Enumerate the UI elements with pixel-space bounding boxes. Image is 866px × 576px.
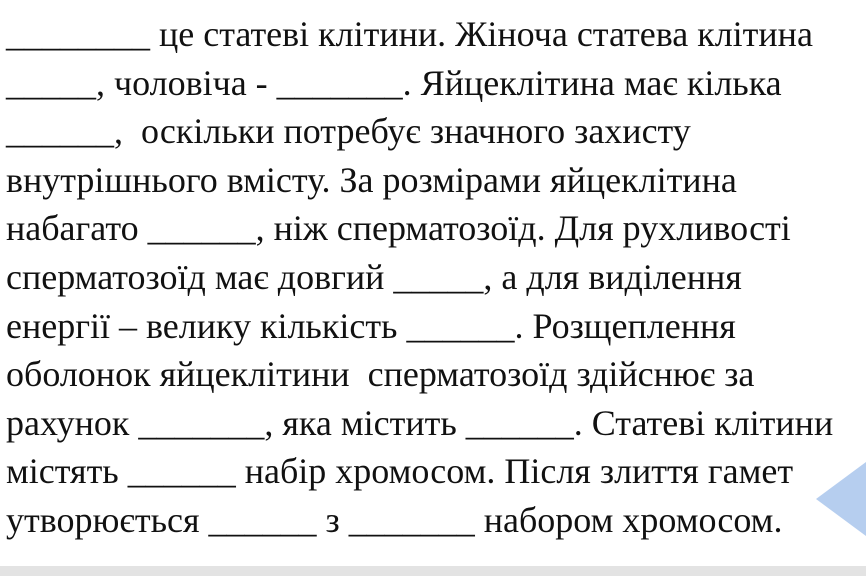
- text-line-4: внутрішнього вмісту. За розмірами яйцеклітина: [6, 159, 737, 200]
- text-line-9: рахунок _______, яка містить ______. Статеві клітини: [6, 402, 834, 443]
- text-line-10: містять ______ набір хромосом. Після злиття гамет: [6, 451, 794, 492]
- text-line-11: утворюється ______ з _______ набором хромосом.: [6, 499, 783, 540]
- text-line-1: ________ це статеві клітини. Жіноча статева клітина: [6, 14, 813, 54]
- text-line-7: енергії – велику кількість ______. Розщеплення: [6, 305, 736, 346]
- text-line-5: набагато ______, ніж сперматозоїд. Для рухливості: [6, 208, 791, 249]
- text-line-3: ______, оскільки потребує значного захисту: [6, 111, 691, 152]
- decorative-arrow-icon: [812, 462, 866, 536]
- text-line-2: _____, чоловіча - _______. Яйцеклітина має кілька: [6, 62, 782, 103]
- fill-in-the-blanks-text: [6, 10, 866, 545]
- text-line-8: оболонок яйцеклітини сперматозоїд здійснює за: [6, 354, 755, 395]
- bottom-border-strip: [0, 566, 866, 576]
- text-line-6: сперматозоїд має довгий _____, а для виділення: [6, 256, 742, 297]
